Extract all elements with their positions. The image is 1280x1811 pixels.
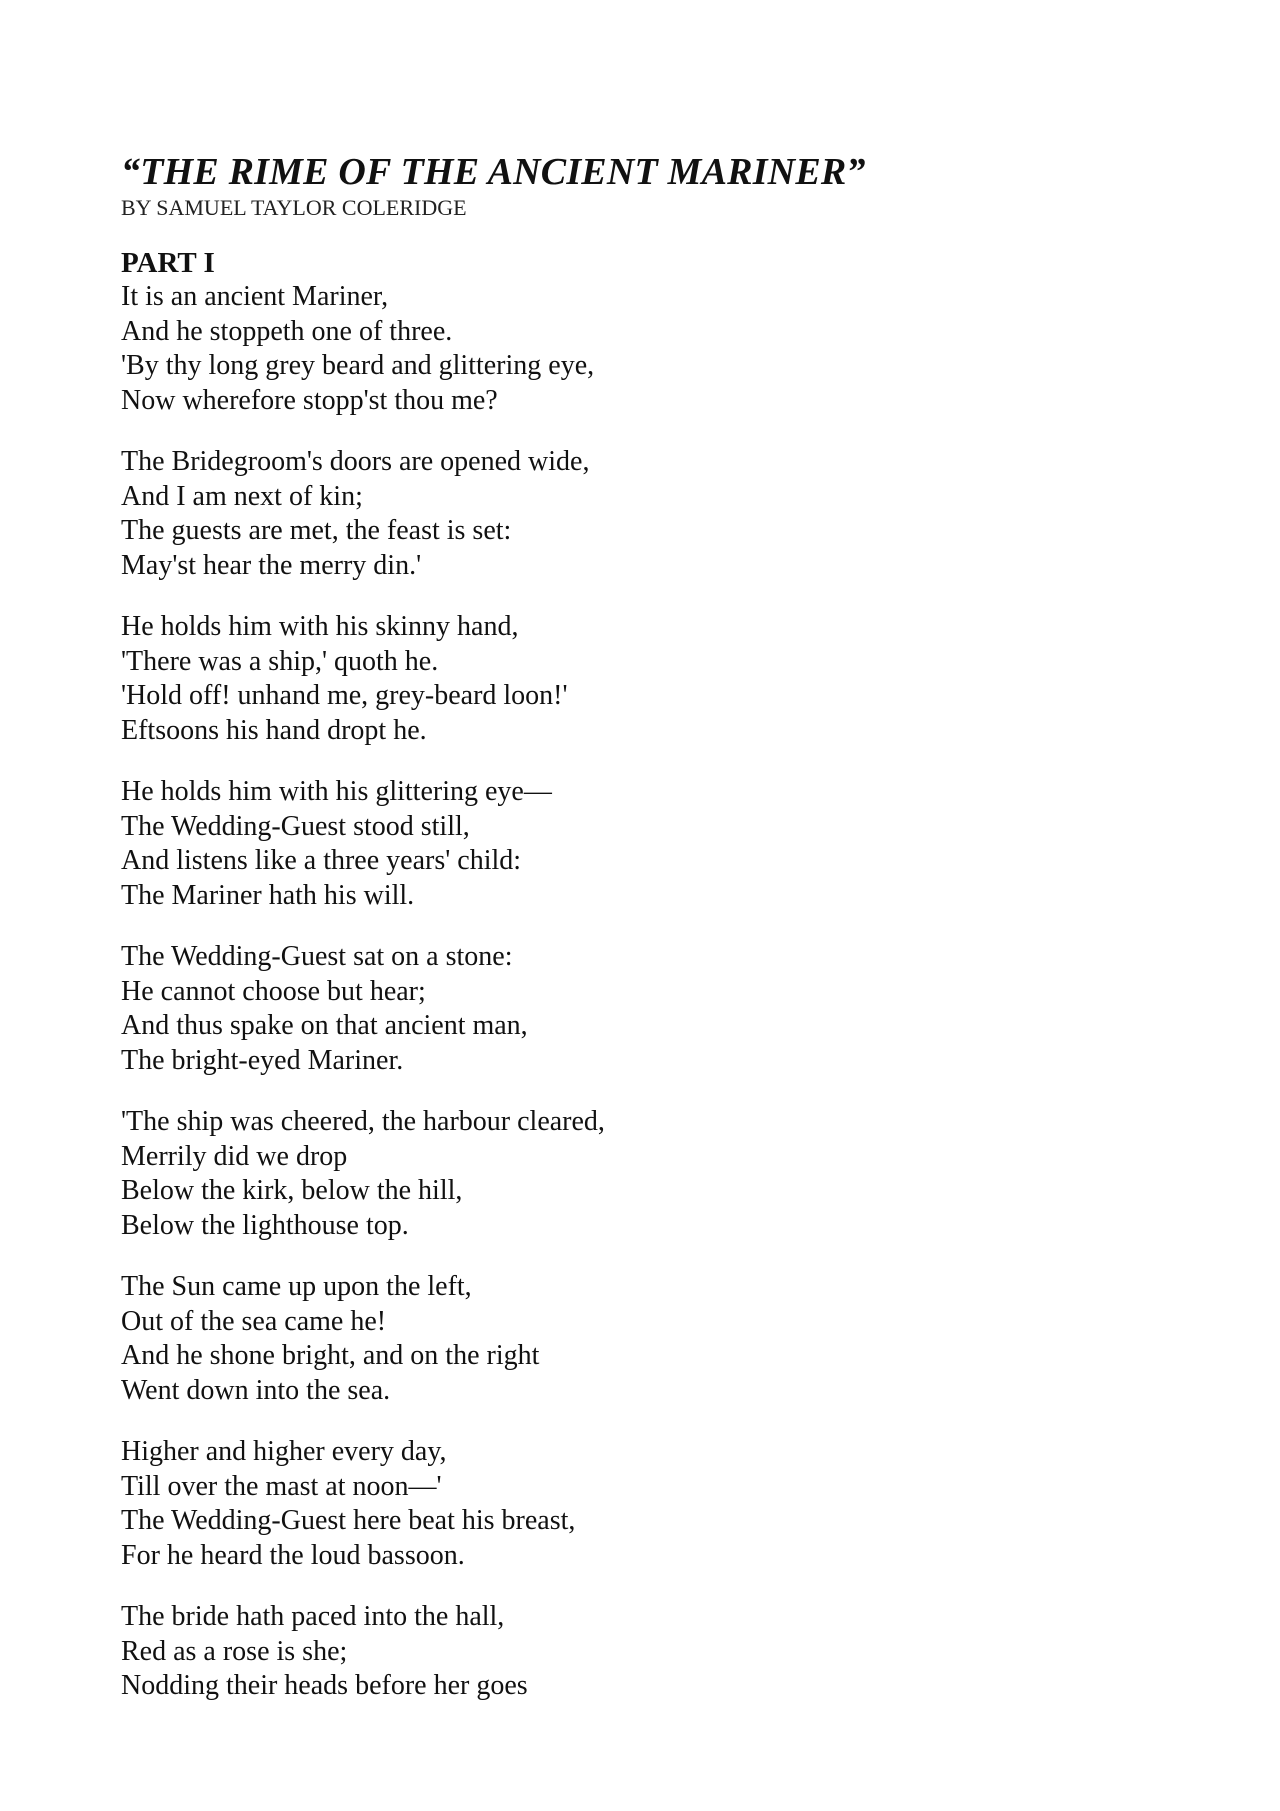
stanza [121, 940, 1161, 1078]
poem-line: And listens like a three years' child: [121, 845, 522, 876]
stanza [121, 1600, 1161, 1704]
poem-line: Below the kirk, below the hill, [121, 1175, 463, 1206]
byline-prefix: BY [121, 195, 151, 220]
poem-line: And thus spake on that ancient man, [121, 1010, 528, 1041]
poem-line: The bride hath paced into the hall, [121, 1601, 505, 1632]
poem-line: He cannot choose but hear; [121, 975, 426, 1007]
poem-line: Merrily did we drop [121, 1140, 348, 1172]
poem-line: The guests are met, the feast is set: [121, 515, 512, 546]
poem-line: Out of the sea came he! [121, 1305, 387, 1337]
stanza [121, 445, 1161, 583]
poem-line: The bright-eyed Mariner. [121, 1044, 404, 1076]
poem-line: For he heard the loud bassoon. [121, 1539, 465, 1571]
stanza [121, 280, 1161, 418]
poem-line: It is an ancient Mariner, [121, 281, 389, 312]
poem-line: The Bridegroom's doors are opened wide, [121, 446, 590, 477]
poem-line: Below the lighthouse top. [121, 1209, 409, 1241]
stanza [121, 775, 1161, 913]
poem-line: The Mariner hath his will. [121, 879, 415, 911]
poem-line: 'The ship was cheered, the harbour cleared, [121, 1106, 605, 1137]
poem-line: The Wedding-Guest stood still, [121, 810, 470, 842]
poem-line: The Sun came up upon the left, [121, 1271, 472, 1302]
poem-line: 'There was a ship,' quoth he. [121, 645, 439, 677]
poem-line: Now wherefore stopp'st thou me? [121, 384, 498, 416]
poem-line: Went down into the sea. [121, 1374, 391, 1406]
byline [121, 194, 1161, 222]
stanza [121, 1105, 1161, 1243]
poem-line: And I am next of kin; [121, 480, 363, 512]
poem-line: Till over the mast at noon—' [121, 1470, 442, 1502]
part-heading: PART I [121, 247, 215, 279]
stanza [121, 1270, 1161, 1408]
poem-line: Nodding their heads before her goes [121, 1670, 528, 1701]
poem-line: And he stoppeth one of three. [121, 315, 453, 347]
stanza-list [121, 280, 1161, 1704]
document-page [121, 150, 1161, 1731]
poem-line: And he shone bright, and on the right [121, 1340, 540, 1371]
poem-line: 'By thy long grey beard and glittering eye, [121, 350, 595, 381]
poem-line: Red as a rose is she; [121, 1635, 348, 1667]
poem-line: May'st hear the merry din.' [121, 549, 422, 581]
author-name: SAMUEL TAYLOR COLERIDGE [156, 195, 467, 220]
poem-line: Higher and higher every day, [121, 1436, 447, 1467]
poem-line: He holds him with his glittering eye— [121, 776, 552, 807]
poem-line: 'Hold off! unhand me, grey-beard loon!' [121, 680, 568, 711]
poem-title: “THE RIME OF THE ANCIENT MARINER” [121, 151, 866, 193]
poem-line: He holds him with his skinny hand, [121, 611, 519, 642]
stanza [121, 1435, 1161, 1573]
poem-line: The Wedding-Guest here beat his breast, [121, 1505, 576, 1536]
poem-line: Eftsoons his hand dropt he. [121, 714, 427, 746]
stanza [121, 610, 1161, 748]
poem-line: The Wedding-Guest sat on a stone: [121, 941, 513, 972]
